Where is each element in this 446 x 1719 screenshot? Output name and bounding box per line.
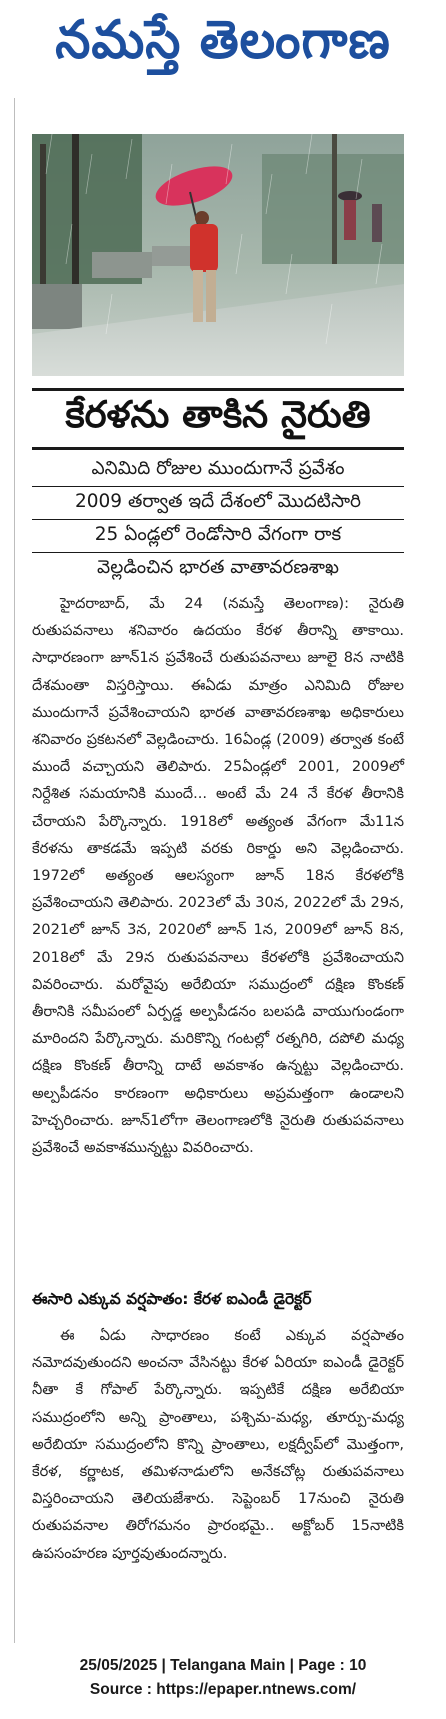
masthead-title: నమస్తే తెలంగాణ [55,8,391,70]
subsection-heading: ఈసారి ఎక్కువ వర్షపాతం: కేరళ ఐఎండీ డైరెక్టర్ [32,1290,312,1308]
article-body-continued: ఈ ఏడు సాధారణం కంటే ఎక్కువ వర్షపాతం నమోదవుతుందని అంచనా వేసినట్టు కేరళ ఏరియా ఐఎండీ డైరెక్టర్ నీతా కే గోపాల్ పేర్కొన్నారు. ఇప్పటికే దక్షిణ అరేబియా సముద్రంలోని అన్ని ప్రాంతాలు, పశ్చిమ-మధ్య, తూర్పు-మధ్య అరేబియా సముద్రంలోని కొన్ని ప్రాంతాలు, లక్షద్వీప్‌లో మొత్తంగా, కేరళ, కర్ణాటక, తమిళనాడులోని అనేకచోట్ల రుతుపవనాలు విస్తరించాయని తెలియజేశారు. సెప్టెంబర్ 17నుంచి నైరుతి రుతుపవనాల తిరోగమనం ప్రారంభమై.. అక్టోబర్ 15నాటికి ఉపసంహరణ పూర్తవుతుందన్నారు. [32,1327,404,1562]
subhead-line: వెల్లడించిన భారత వాతావరణశాఖ [97,557,339,578]
headline-text: కేరళను తాకిన నైరుతి [65,393,371,436]
article-body: హైదరాబాద్, మే 24 (నమస్తే తెలంగాణ): నైరుతి రుతుపవనాలు శనివారం ఉదయం కేరళ తీరాన్ని తాకాయి. సాధారణంగా జూన్1న ప్రవేశించే రుతుపవనాలు జూలై 8న నాటికి దేశమంతా విస్తరిస్తాయి. ఈఏడు మాత్రం ఎనిమిది రోజుల ముందుగానే ప్రవేశించాయని భారత వాతావరణశాఖ అధికారులు శనివారం ప్రకటనలో వెల్లడించారు. 16ఏండ్ల (2009) తర్వాత కంటే ముందే వచ్చాయని తెలిపారు. 25ఏండ్లలో 2001, 2009లో నిర్దేశిత సమయానికి ముందే... అంటే మే 24 నే కేరళ తీరానికి చేరాయని పేర్కొన్నారు. 1918లో అత్యంత వేగంగా మే11న కేరళను తాకడమే ఇప్పటి వరకు రికార్డు అని వెల్లడించారు. 1972లో అత్యంత ఆలస్యంగా జూన్ 18న కేరళలోకి ప్రవేశించాయని తెలిపారు. 2023లో మే 30న, 2022లో మే 29న, 2021లో జూన్ 3న, 2020లో జూన్ 1న, 2009లో జూన్ 8న, 2018లో మే 29న రుతుపవనాలు కేరళలోకి ప్రవేశించాయని వివరించారు. మరోవైపు అరేబియా సముద్రంలో దక్షిణ కొంకణ్ తీరానికి సమీపంలో ఏర్పడ్డ అల్పపీడనం బలపడి వాయుగుండంగా మారిందని పేర్కొన్నారు. మరికొన్ని గంటల్లో రత్నగిరి, దపోలి మధ్య దక్షిణ కొంకణ్ తీరాన్ని దాటే అవకాశం ఉన్నట్టు వెల్లడించారు. అల్పపీడనం కారణంగా అధికారులు అప్రమత్తంగా ఉండాలని హెచ్చరించారు. జూన్1లోగా తెలంగాణలోకి నైరుతి రుతుపవనాలు ప్రవేశించే అవకాశమున్నట్టు వివరించారు. [32,595,404,1157]
article-headline [32,388,404,450]
rain-scene-illustration [32,134,404,376]
subhead-line: ఎనిమిది రోజుల ముందుగానే ప్రవేశం [32,454,404,487]
newspaper-masthead [0,0,446,92]
subheadings [32,454,404,586]
subhead-line: 25 ఏండ్లలో రెండోసారి వేగంగా రాక [32,520,404,553]
page-footer [0,1654,446,1702]
source-link[interactable]: Source : https://epaper.ntnews.com/ [89,1681,357,1698]
edition-info: 25/05/2025 | Telangana Main | Page : 10 [79,1657,367,1674]
article-photo [32,134,404,376]
subhead-line: 2009 తర్వాత ఇదే దేశంలో మొదటిసారి [32,487,404,520]
